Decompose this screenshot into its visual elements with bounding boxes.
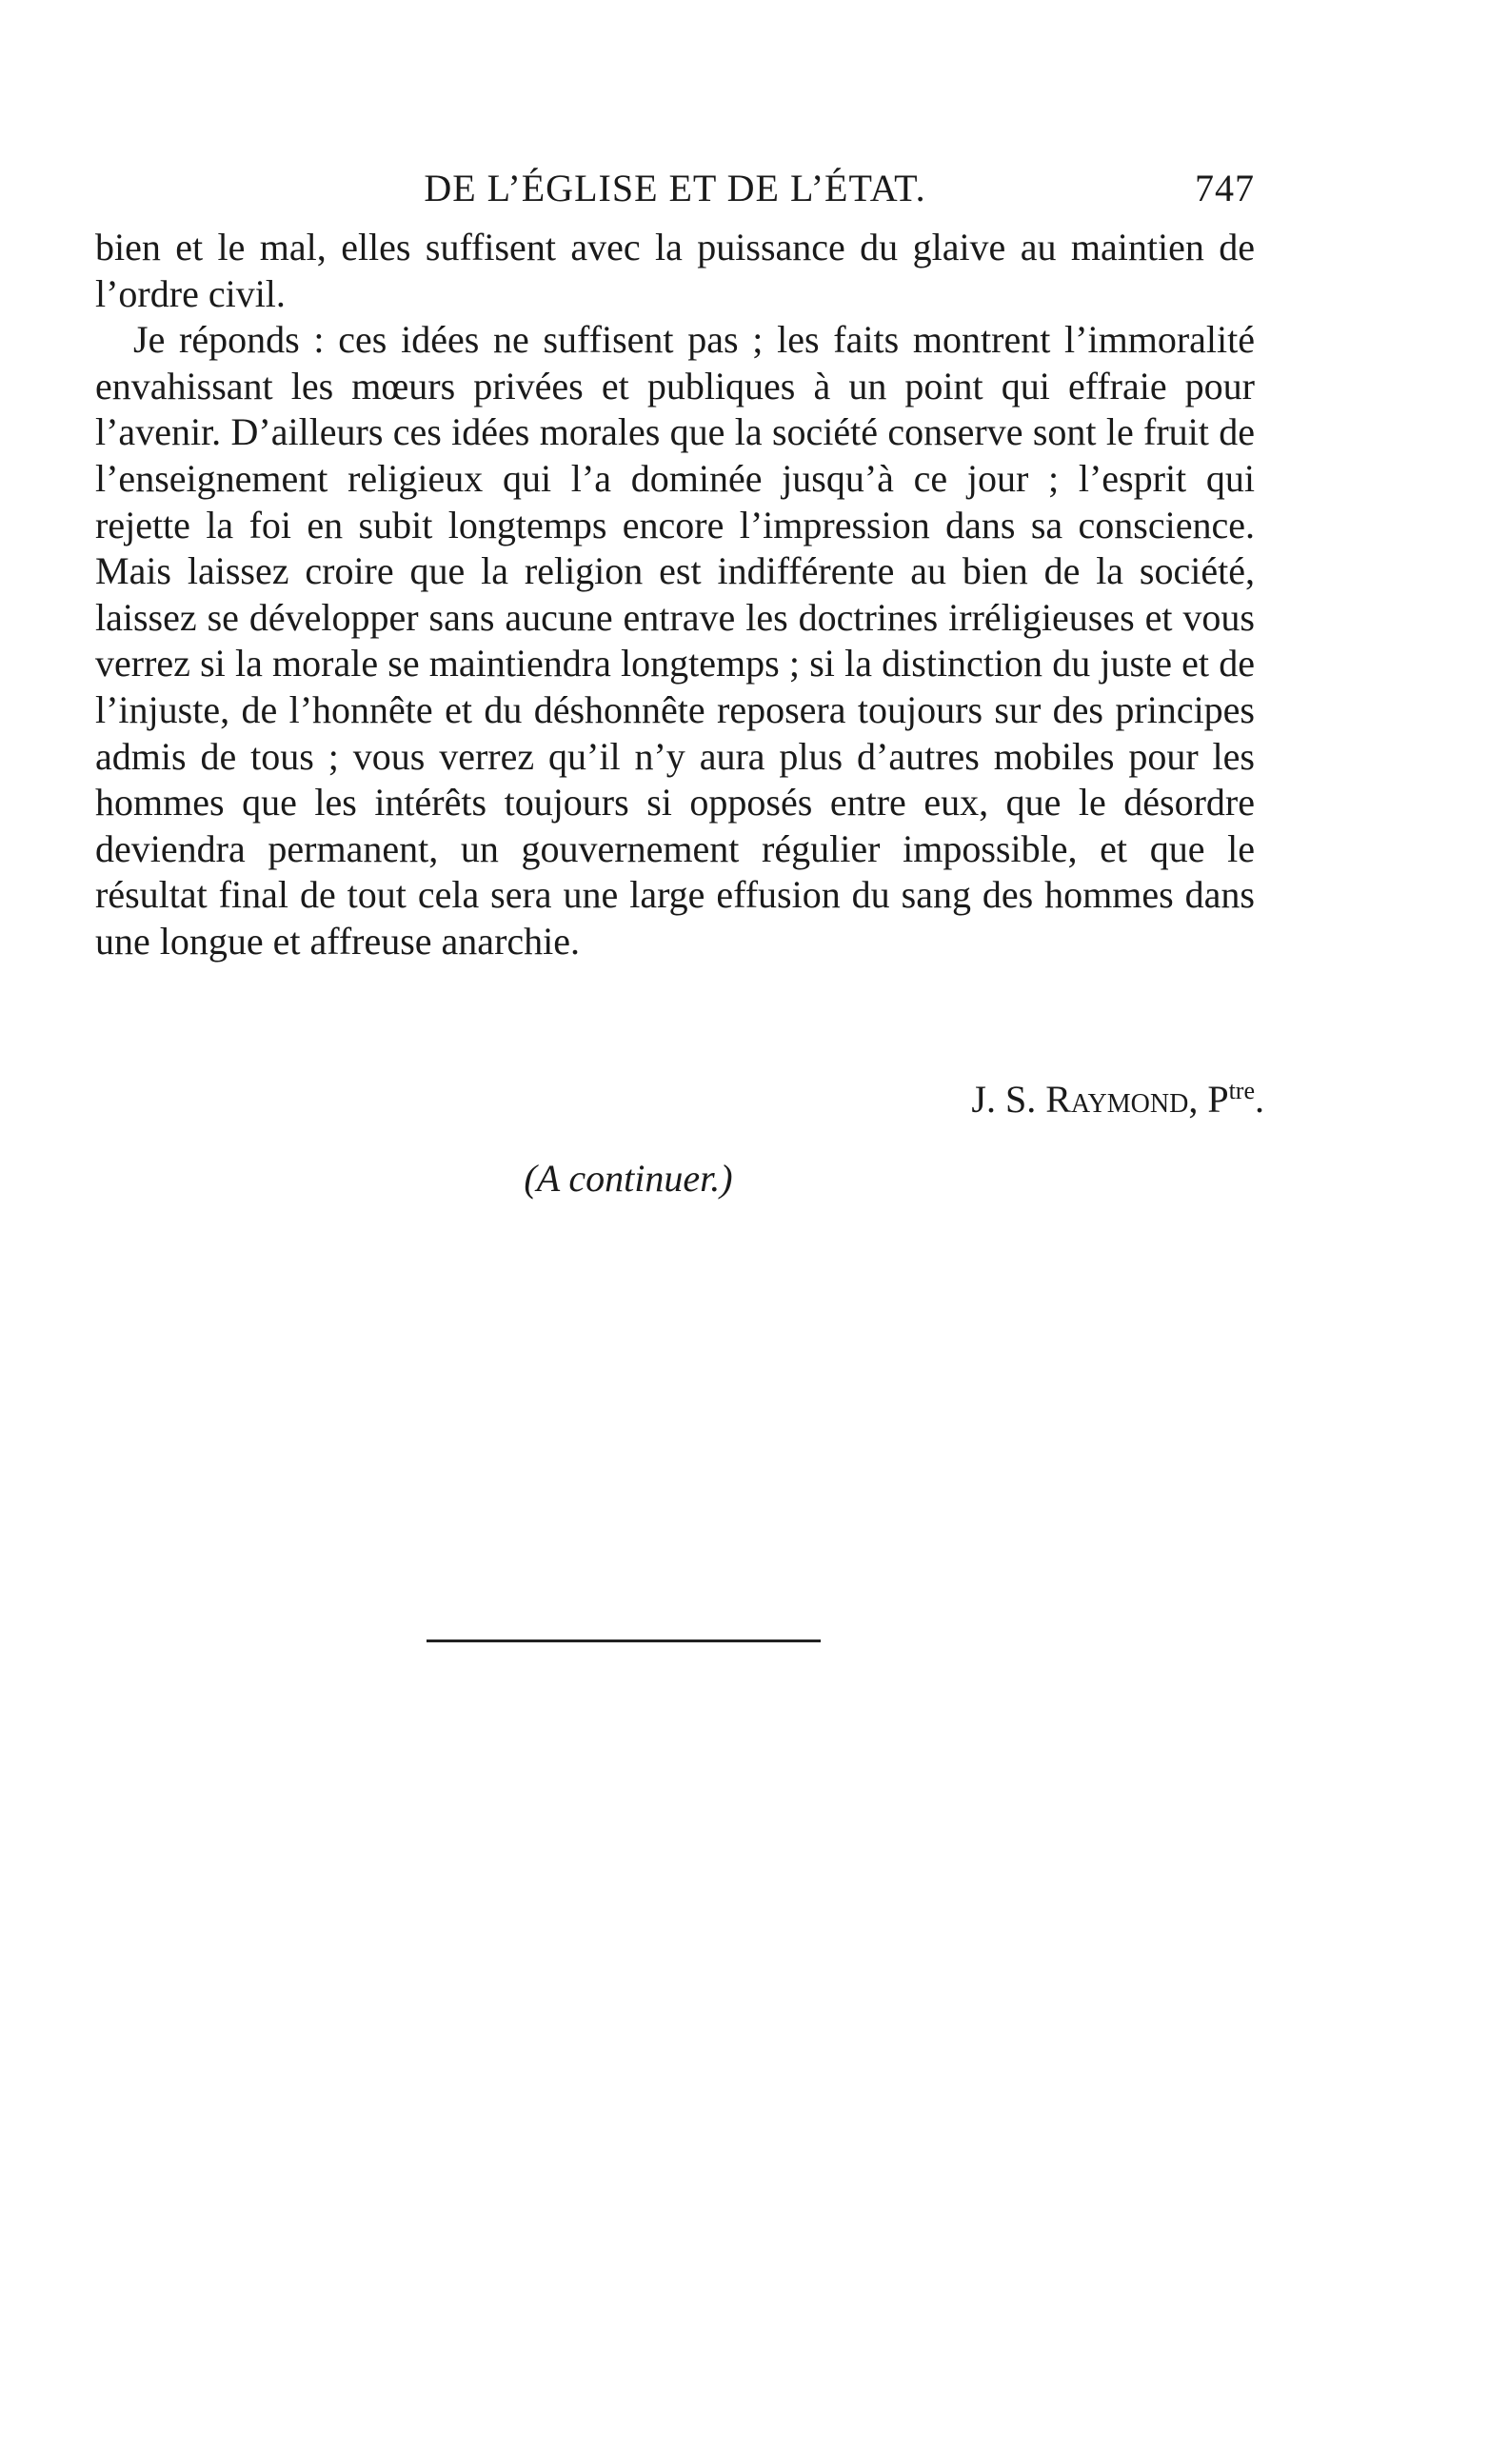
continuation-note: (A continuer.) — [524, 1157, 733, 1200]
signature-title-superscript: tre — [1228, 1077, 1255, 1104]
signature-name: Raymond — [1045, 1078, 1189, 1121]
signature-initials: J. S. — [971, 1078, 1037, 1121]
paragraph-1: bien et le mal, elles suffisent avec la puissance du glaive au maintien de l’ordre civil. — [95, 226, 1255, 315]
running-title: DE L’ÉGLISE ET DE L’ÉTAT. — [424, 167, 926, 209]
signature-title-prefix: P — [1207, 1078, 1229, 1121]
page-number: 747 — [1195, 167, 1255, 209]
running-header — [95, 164, 1255, 213]
end-rule — [427, 1639, 821, 1642]
body-text — [95, 225, 1255, 965]
author-signature: J. S. Raymond, $P^{tre}$. — [971, 1077, 1264, 1121]
paragraph-2: Je réponds : ces idées ne suffisent pas ; les faits montrent l’immoralité envahissant les mœurs privées et publiques à un point qui effraie pour l’avenir. D’ailleurs ces idées morales que la société conserve sont le fruit de l’enseignement religieux qui l’a dominée jusqu’à ce jour ; l’esprit qui rejette la foi en subit longtemps encore l’impression dans sa conscience. Mais laissez croire que la religion est indifférente au bien de la société, laissez se développer sans aucune entrave les doctrines irréligieuses et vous verrez si la morale se maintiendra longtemps ; si la distinction du juste et de l’injuste, de l’honnête et du déshonnête reposera toujours sur des principes admis de tous ; vous verrez qu’il n’y aura plus d’autres mobiles pour les hommes que les intérêts toujours si opposés entre eux, que le désordre deviendra permanent, un gouvernement régulier impossible, et que le résultat final de tout cela sera une large effusion du sang des hommes dans une longue et affreuse anarchie. — [95, 318, 1255, 963]
signature-trailing: . — [1255, 1078, 1264, 1121]
